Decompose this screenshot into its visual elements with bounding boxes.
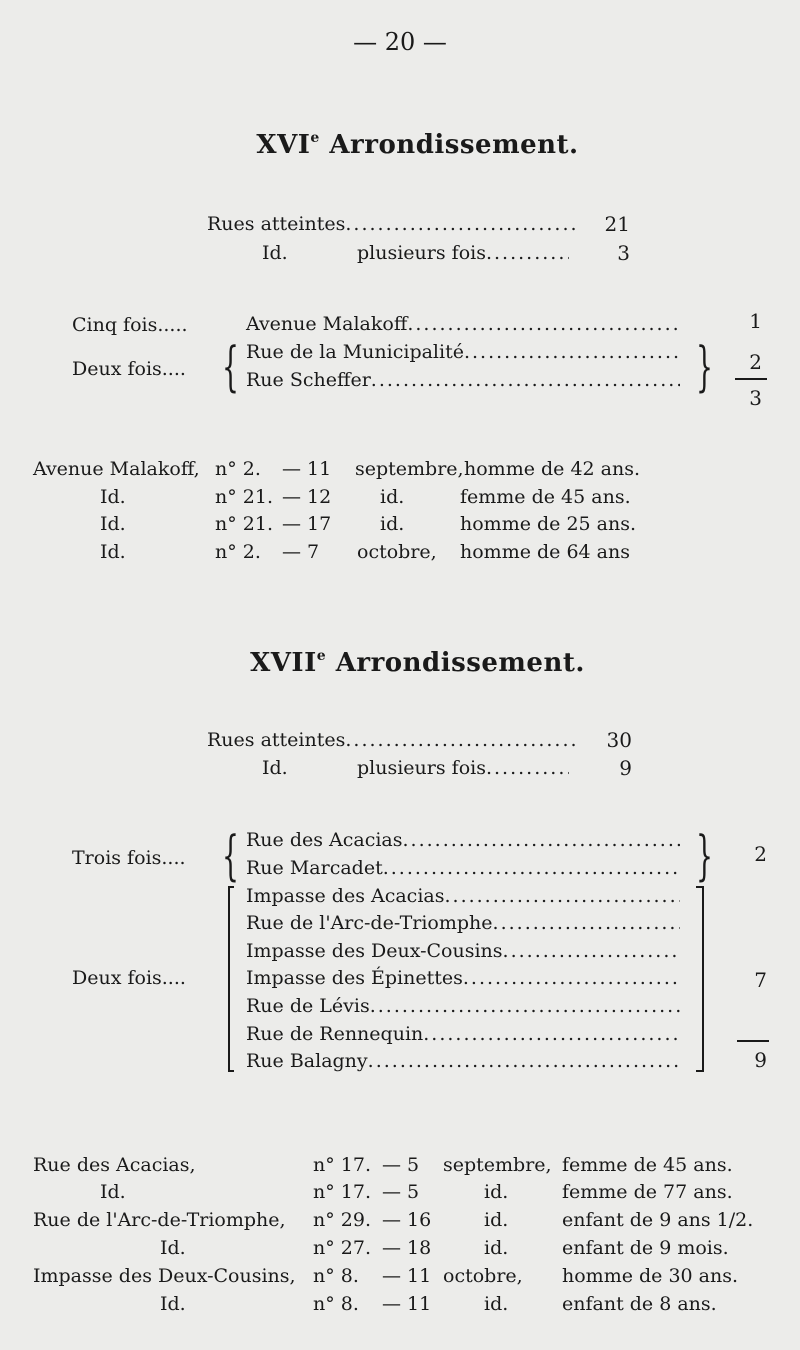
case-victim: enfant de 9 mois. [562, 1237, 729, 1259]
summary-id: Id. [262, 757, 288, 779]
left-brace-icon: { [222, 335, 239, 398]
street-line [246, 885, 680, 907]
case-number: n° 2. [215, 458, 261, 480]
case-number: n° 17. [313, 1181, 371, 1203]
heading-rest: Arrondissement. [319, 130, 579, 160]
summary-id: Id. [262, 242, 288, 264]
street-line [246, 1050, 680, 1072]
right-bracket [702, 886, 704, 1072]
street-name: Rue de Rennequin [246, 1023, 424, 1045]
case-street: Id. [160, 1237, 186, 1259]
group-count: 7 [754, 968, 767, 992]
left-bracket-cap [228, 1070, 234, 1072]
case-month: octobre, [357, 541, 437, 563]
group-label: Deux fois.... [72, 358, 186, 380]
case-victim: femme de 45 ans. [562, 1154, 733, 1176]
summary-value: 30 [606, 728, 632, 752]
case-day: — 17 [282, 513, 332, 535]
group-total: 3 [749, 386, 762, 410]
group-count: 2 [749, 350, 762, 374]
case-victim: homme de 42 ans. [464, 458, 641, 480]
summary-label: plusieurs fois [357, 757, 486, 779]
group-label: Deux fois.... [72, 967, 186, 989]
case-day: — 11 [382, 1293, 432, 1315]
case-victim: femme de 77 ans. [562, 1181, 733, 1203]
right-bracket-cap [696, 1070, 702, 1072]
section-heading-xvii [0, 648, 800, 678]
case-day: — 5 [382, 1154, 420, 1176]
sum-rule [737, 1040, 769, 1042]
case-victim: enfant de 9 ans 1/2. [562, 1209, 754, 1231]
street-line [246, 940, 680, 962]
summary-label: plusieurs fois [357, 242, 486, 264]
street-name: Rue Balagny [246, 1050, 368, 1072]
case-street: Id. [160, 1293, 186, 1315]
case-day: — 12 [282, 486, 332, 508]
heading-roman: XVI [256, 130, 311, 160]
case-number: n° 2. [215, 541, 261, 563]
street-line [246, 829, 680, 851]
right-bracket-cap [696, 886, 702, 888]
street-name: Impasse des Acacias [246, 885, 445, 907]
case-day: — 18 [382, 1237, 432, 1259]
group-label: Trois fois.... [72, 847, 186, 869]
street-line [246, 1023, 680, 1045]
street-name: Rue de Lévis [246, 995, 370, 1017]
case-victim: homme de 64 ans [460, 541, 630, 563]
case-street: Id. [100, 486, 126, 508]
case-day: — 11 [382, 1265, 432, 1287]
street-name: Rue Scheffer [246, 369, 371, 391]
sum-rule [735, 378, 767, 380]
case-day: — 7 [282, 541, 320, 563]
case-number: n° 21. [215, 486, 273, 508]
case-street: Id. [100, 541, 126, 563]
case-number: n° 29. [313, 1209, 371, 1231]
summary-line [357, 242, 569, 264]
case-street: Id. [100, 513, 126, 535]
right-brace-icon: } [696, 824, 713, 887]
street-line [246, 369, 680, 391]
left-bracket-cap [228, 886, 234, 888]
case-day: — 5 [382, 1181, 420, 1203]
summary-line [207, 213, 575, 235]
heading-sup: e [310, 130, 320, 146]
case-month: id. [484, 1293, 509, 1315]
case-street: Avenue Malakoff, [33, 458, 200, 480]
case-street: Impasse des Deux-Cousins, [33, 1265, 296, 1287]
case-month: octobre, [443, 1265, 523, 1287]
group-total: 9 [754, 1048, 767, 1072]
case-month: id. [484, 1237, 509, 1259]
summary-value: 21 [604, 212, 630, 236]
case-number: n° 8. [313, 1265, 359, 1287]
left-brace-icon: { [222, 824, 239, 887]
case-month: id. [484, 1209, 509, 1231]
case-month: id. [380, 513, 405, 535]
case-number: n° 17. [313, 1154, 371, 1176]
summary-label: Rues atteintes [207, 729, 346, 751]
case-number: n° 8. [313, 1293, 359, 1315]
case-victim: homme de 30 ans. [562, 1265, 739, 1287]
case-number: n° 21. [215, 513, 273, 535]
group-label: Cinq fois..... [72, 314, 188, 336]
street-line [246, 341, 680, 363]
summary-value: 9 [619, 756, 632, 780]
heading-roman: XVII [250, 648, 317, 678]
street-line [246, 313, 680, 335]
case-month: id. [380, 486, 405, 508]
street-name: Avenue Malakoff [246, 313, 408, 335]
heading-sup: e [316, 648, 327, 664]
page-number: — 20 — [353, 28, 447, 56]
case-street: Rue de l'Arc-de-Triomphe, [33, 1209, 286, 1231]
left-bracket [228, 886, 230, 1072]
case-number: n° 27. [313, 1237, 371, 1259]
street-name: Impasse des Deux-Cousins [246, 940, 503, 962]
summary-line [207, 729, 575, 751]
case-day: — 16 [382, 1209, 432, 1231]
section-heading-xvi [0, 130, 800, 160]
case-victim: femme de 45 ans. [460, 486, 631, 508]
group-count: 1 [749, 309, 762, 333]
street-name: Impasse des Épinettes [246, 967, 463, 989]
summary-line [357, 757, 569, 779]
heading-rest: Arrondissement. [326, 648, 585, 678]
case-day: — 11 [282, 458, 332, 480]
street-line [246, 857, 680, 879]
street-name: Rue de la Municipalité [246, 341, 464, 363]
street-line [246, 912, 680, 934]
street-line [246, 967, 680, 989]
street-line [246, 995, 680, 1017]
street-name: Rue de l'Arc-de-Triomphe [246, 912, 493, 934]
case-month: septembre, [443, 1154, 552, 1176]
street-name: Rue des Acacias [246, 829, 403, 851]
group-count: 2 [754, 842, 767, 866]
case-month: septembre, [355, 458, 464, 480]
summary-label: Rues atteintes [207, 213, 346, 235]
right-brace-icon: } [696, 335, 713, 398]
case-street: Rue des Acacias, [33, 1154, 196, 1176]
case-street: Id. [100, 1181, 126, 1203]
case-victim: homme de 25 ans. [460, 513, 637, 535]
case-victim: enfant de 8 ans. [562, 1293, 717, 1315]
case-month: id. [484, 1181, 509, 1203]
street-name: Rue Marcadet [246, 857, 383, 879]
summary-value: 3 [617, 241, 630, 265]
